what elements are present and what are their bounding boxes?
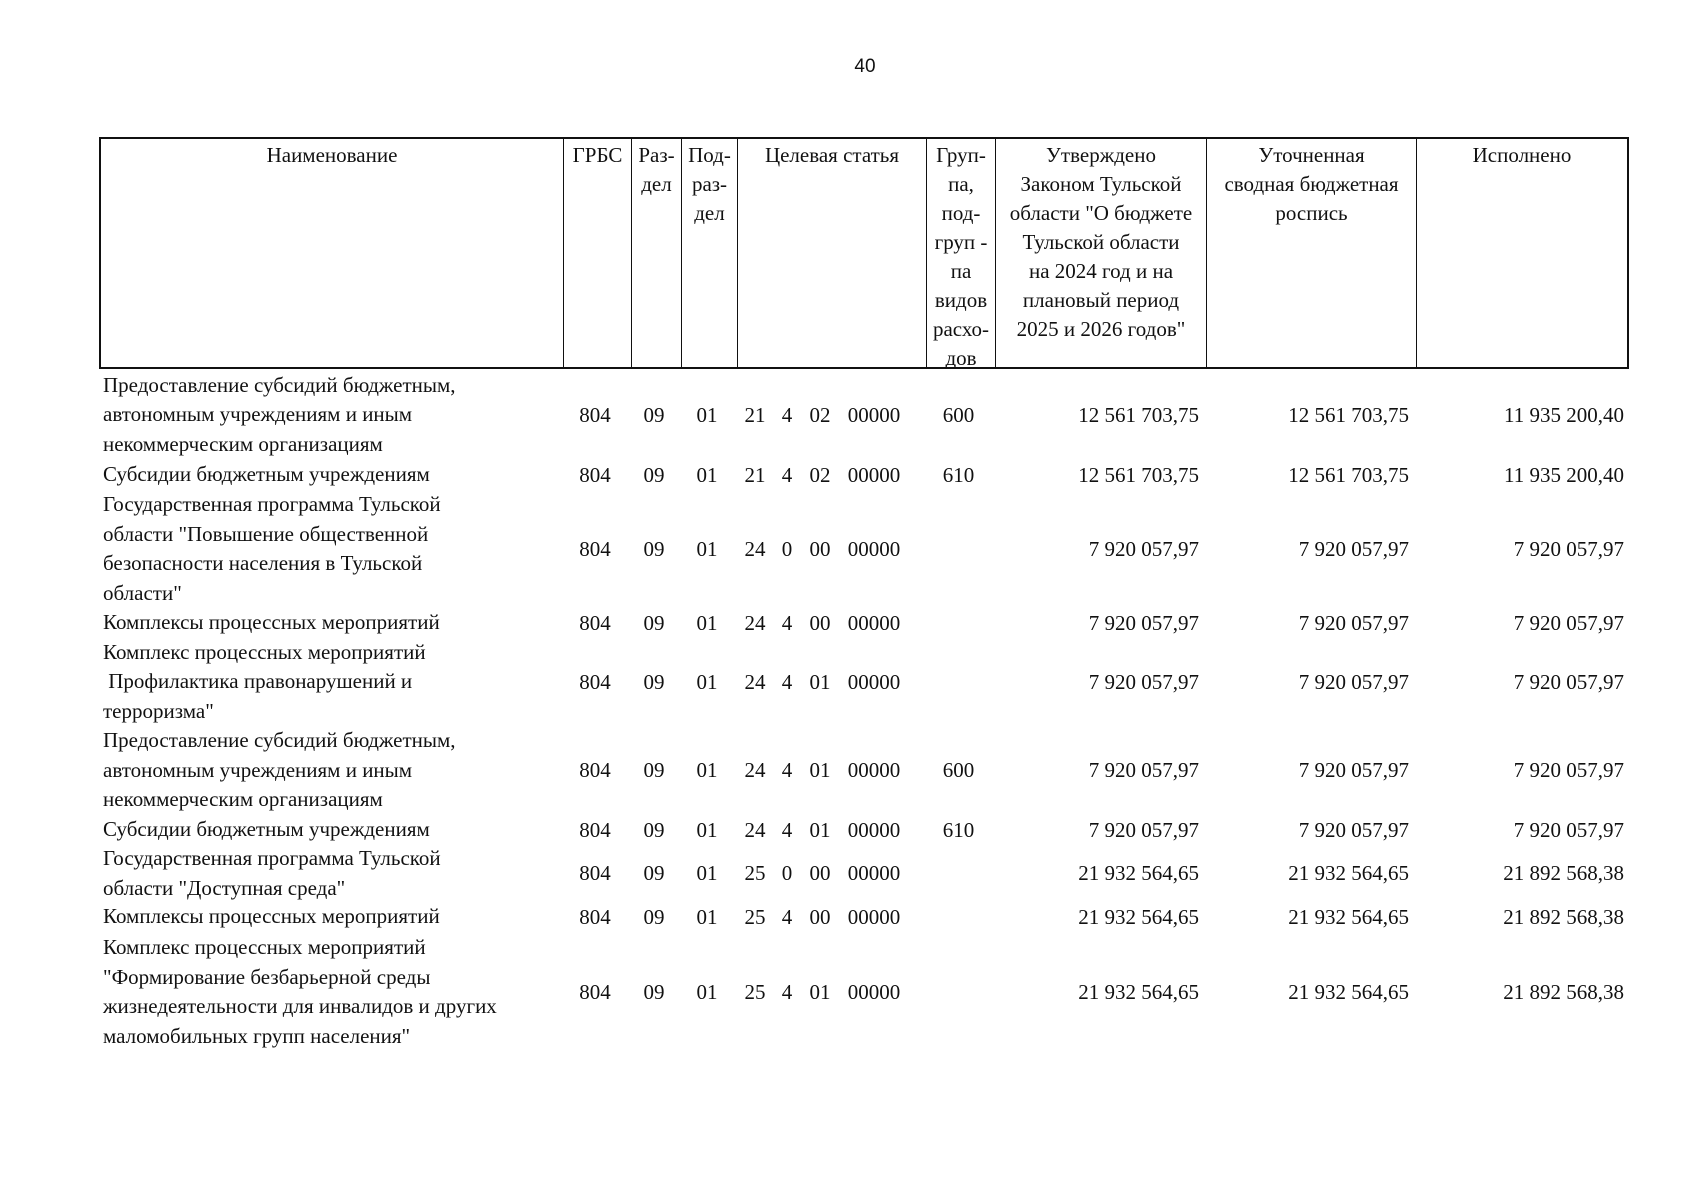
expense-group-cell	[924, 902, 993, 932]
expense-group-cell	[924, 608, 993, 638]
approved-cell: 7 920 057,97	[1088, 817, 1199, 842]
razdel-cell: 09	[643, 817, 665, 842]
header-executed: Исполнено	[1416, 139, 1627, 367]
refined-cell: 12 561 703,75	[1288, 402, 1409, 427]
row-name-cell: Комплекс процессных мероприятий Профилактика правонарушений и терроризма"	[103, 639, 426, 723]
table-row	[99, 460, 1629, 490]
header-razdel: Раз- дел	[631, 139, 681, 367]
target-type-cell: 4	[781, 904, 793, 929]
refined-cell: 21 932 564,65	[1288, 904, 1409, 929]
expense-group-cell	[924, 845, 993, 902]
table-row	[99, 638, 1629, 726]
refined-cell: 12 561 703,75	[1288, 462, 1409, 487]
expense-group-cell	[924, 638, 993, 726]
expense-group-cell	[924, 932, 993, 1052]
approved-cell: 12 561 703,75	[1078, 402, 1199, 427]
razdel-cell: 09	[643, 462, 665, 487]
target-complex-cell: 00	[809, 536, 831, 561]
approved-cell: 7 920 057,97	[1088, 610, 1199, 635]
razdel-cell: 09	[643, 904, 665, 929]
approved-cell: 7 920 057,97	[1088, 669, 1199, 694]
header-approved: Утверждено Законом Тульской области "О бюджете Тульской области на 2024 год и на плановый период 2025 и 2026 годов"	[995, 139, 1206, 367]
grbs-cell: 804	[579, 462, 611, 487]
refined-cell: 7 920 057,97	[1298, 817, 1409, 842]
executed-cell: 21 892 568,38	[1503, 979, 1624, 1004]
target-complex-cell: 01	[809, 758, 831, 782]
executed-cell: 11 935 200,40	[1504, 402, 1624, 427]
target-code-cell: 00000	[847, 979, 901, 1004]
podrazdel-cell: 01	[696, 610, 718, 635]
target-type-cell: 4	[781, 979, 793, 1004]
target-program-cell: 24	[744, 669, 766, 694]
executed-cell: 7 920 057,97	[1513, 758, 1624, 782]
target-program-cell: 24	[744, 536, 766, 561]
table-row	[99, 608, 1629, 638]
expense-group-cell: 610	[942, 817, 975, 842]
approved-cell: 7 920 057,97	[1088, 758, 1199, 782]
target-program-cell: 21	[744, 462, 766, 487]
podrazdel-cell: 01	[696, 402, 718, 427]
target-code-cell: 00000	[847, 904, 901, 929]
grbs-cell: 804	[579, 402, 611, 427]
target-complex-cell: 02	[809, 462, 831, 487]
executed-cell: 11 935 200,40	[1504, 462, 1624, 487]
row-name-cell: Государственная программа Тульской области "Повышение общественной безопасности населения в Тульской области"	[103, 492, 441, 605]
target-program-cell: 25	[744, 904, 766, 929]
target-program-cell: 25	[744, 979, 766, 1004]
podrazdel-cell: 01	[696, 861, 718, 885]
row-name-cell: Субсидии бюджетным учреждениям	[103, 462, 430, 487]
target-complex-cell: 01	[809, 669, 831, 694]
target-code-cell: 00000	[847, 402, 901, 427]
podrazdel-cell: 01	[696, 536, 718, 561]
grbs-cell: 804	[579, 979, 611, 1004]
grbs-cell: 804	[579, 669, 611, 694]
expense-group-cell: 600	[942, 758, 975, 782]
target-code-cell: 00000	[847, 462, 901, 487]
expense-group-cell: 600	[942, 402, 975, 427]
podrazdel-cell: 01	[696, 462, 718, 487]
refined-cell: 7 920 057,97	[1298, 669, 1409, 694]
target-type-cell: 4	[781, 610, 793, 635]
podrazdel-cell: 01	[696, 979, 718, 1004]
header-podrazdel: Под- раз- дел	[681, 139, 737, 367]
page-number: 40	[854, 56, 876, 77]
row-name-cell: Предоставление субсидий бюджетным, автономным учреждениям и иным некоммерческим организациям	[103, 728, 456, 812]
target-complex-cell: 00	[809, 904, 831, 929]
executed-cell: 21 892 568,38	[1503, 861, 1624, 885]
header-target-article: Целевая статья	[737, 139, 926, 367]
target-type-cell: 4	[781, 462, 793, 487]
grbs-cell: 804	[579, 817, 611, 842]
table-row	[99, 370, 1629, 460]
table-row	[99, 932, 1629, 1052]
target-complex-cell: 02	[809, 402, 831, 427]
grbs-cell: 804	[579, 536, 611, 561]
row-name-cell: Комплексы процессных мероприятий	[103, 904, 440, 929]
row-name-cell: Комплекс процессных мероприятий "Формирование безбарьерной среды жизнедеятельности для инвалидов и других маломобильных групп населения"	[103, 935, 497, 1048]
target-code-cell: 00000	[847, 861, 901, 885]
razdel-cell: 09	[643, 758, 665, 782]
target-complex-cell: 00	[809, 610, 831, 635]
row-name-cell: Государственная программа Тульской области "Доступная среда"	[103, 846, 441, 900]
expense-group-cell	[924, 490, 993, 608]
refined-cell: 21 932 564,65	[1288, 979, 1409, 1004]
target-program-cell: 24	[744, 758, 766, 782]
header-grbs: ГРБС	[563, 139, 631, 367]
table-row	[99, 815, 1629, 845]
table-row	[99, 726, 1629, 815]
target-code-cell: 00000	[847, 669, 901, 694]
table-header	[99, 137, 1629, 369]
razdel-cell: 09	[643, 402, 665, 427]
grbs-cell: 804	[579, 610, 611, 635]
approved-cell: 21 932 564,65	[1078, 861, 1199, 885]
grbs-cell: 804	[579, 758, 611, 782]
razdel-cell: 09	[643, 669, 665, 694]
approved-cell: 21 932 564,65	[1078, 904, 1199, 929]
table-row	[99, 902, 1629, 932]
executed-cell: 7 920 057,97	[1513, 536, 1624, 561]
refined-cell: 21 932 564,65	[1288, 861, 1409, 885]
executed-cell: 7 920 057,97	[1513, 610, 1624, 635]
header-name: Наименование	[266, 143, 398, 167]
razdel-cell: 09	[643, 979, 665, 1004]
approved-cell: 21 932 564,65	[1078, 979, 1199, 1004]
table-row	[99, 490, 1629, 608]
header-expense-group: Груп- па, под- груп - па видов расхо- дов	[926, 139, 995, 367]
razdel-cell: 09	[643, 861, 665, 885]
refined-cell: 7 920 057,97	[1298, 758, 1409, 782]
target-complex-cell: 01	[809, 979, 831, 1004]
target-type-cell: 0	[781, 536, 793, 561]
grbs-cell: 804	[579, 861, 611, 885]
target-type-cell: 4	[781, 817, 793, 842]
approved-cell: 12 561 703,75	[1078, 462, 1199, 487]
target-type-cell: 4	[781, 669, 793, 694]
podrazdel-cell: 01	[696, 669, 718, 694]
target-program-cell: 25	[744, 861, 766, 885]
expense-group-cell: 610	[942, 462, 975, 487]
razdel-cell: 09	[643, 536, 665, 561]
target-code-cell: 00000	[847, 817, 901, 842]
grbs-cell: 804	[579, 904, 611, 929]
refined-cell: 7 920 057,97	[1298, 610, 1409, 635]
executed-cell: 7 920 057,97	[1513, 669, 1624, 694]
target-type-cell: 4	[781, 758, 793, 782]
podrazdel-cell: 01	[696, 758, 718, 782]
executed-cell: 7 920 057,97	[1513, 817, 1624, 842]
target-program-cell: 21	[744, 402, 766, 427]
target-program-cell: 24	[744, 817, 766, 842]
target-code-cell: 00000	[847, 758, 901, 782]
header-refined: Уточненная сводная бюджетная роспись	[1206, 139, 1416, 367]
target-complex-cell: 00	[809, 861, 831, 885]
approved-cell: 7 920 057,97	[1088, 536, 1199, 561]
podrazdel-cell: 01	[696, 904, 718, 929]
target-code-cell: 00000	[847, 610, 901, 635]
target-code-cell: 00000	[847, 536, 901, 561]
row-name-cell: Комплексы процессных мероприятий	[103, 610, 440, 635]
executed-cell: 21 892 568,38	[1503, 904, 1624, 929]
refined-cell: 7 920 057,97	[1298, 536, 1409, 561]
table-row	[99, 845, 1629, 902]
row-name-cell: Субсидии бюджетным учреждениям	[103, 817, 430, 842]
target-program-cell: 24	[744, 610, 766, 635]
row-name-cell: Предоставление субсидий бюджетным, автономным учреждениям и иным некоммерческим организациям	[103, 372, 456, 456]
razdel-cell: 09	[643, 610, 665, 635]
podrazdel-cell: 01	[696, 817, 718, 842]
target-type-cell: 0	[781, 861, 793, 885]
target-complex-cell: 01	[809, 817, 831, 842]
target-type-cell: 4	[781, 402, 793, 427]
